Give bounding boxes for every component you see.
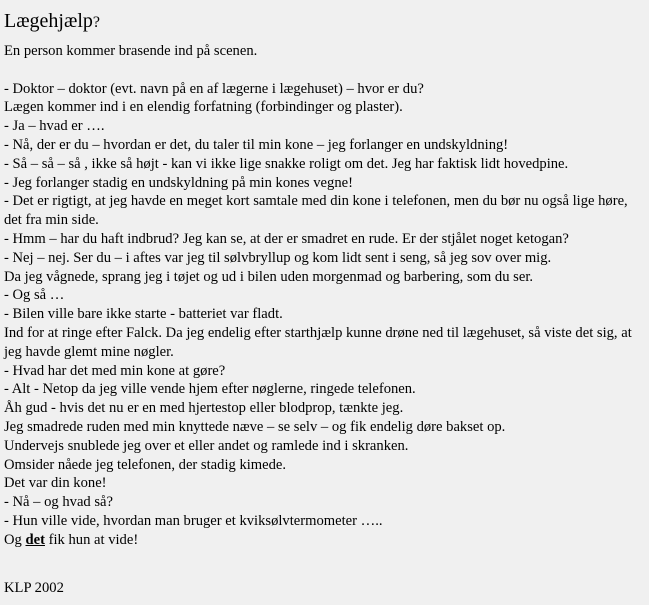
dialogue-line: Undervejs snublede jeg over et eller andet og ramlede ind i skranken. xyxy=(4,437,409,454)
final-line-start: Og xyxy=(4,531,26,548)
final-line xyxy=(4,531,644,550)
dialogue-line: Åh gud - hvis det nu er en med hjertestop eller blodprop, tænkte jeg. xyxy=(4,400,404,417)
dialogue-line: - Nej – nej. Ser du – i aftes var jeg til sølvbryllup og kom lidt sent i seng, så jeg sov over mig. xyxy=(4,249,552,266)
dialogue-line: Ind for at ringe efter Falck. Da jeg endelig efter starthjælp kunne drøne ned til lægehuset, så viste det sig, at jeg havde glemt mine nøgler. xyxy=(4,324,632,360)
dialogue-line: Omsider nåede jeg telefonen, der stadig kimede. xyxy=(4,456,287,473)
dialogue-line: - Hmm – har du haft indbrud? Jeg kan se, at der er smadret en rude. Er der stjålet noget ketogan? xyxy=(4,230,569,247)
dialogue-line: - Nå – og hvad så? xyxy=(4,494,114,511)
dialogue-line: - Ja – hvad er …. xyxy=(4,118,105,135)
document-title xyxy=(4,2,100,37)
dialogue-line: Jeg smadrede ruden med min knyttede næve – se selv – og fik endelig døre bakset op. xyxy=(4,418,506,435)
dialogue-line: Det var din kone! xyxy=(4,475,107,492)
dialogue-lines xyxy=(4,80,644,531)
title-question-mark: ? xyxy=(92,14,100,31)
dialogue-line: - Det er rigtigt, at jeg havde en meget kort samtale med din kone i telefonen, men du bør nu også lige høre, det fra min side. xyxy=(4,193,628,229)
dialogue-line: - Alt - Netop da jeg ville vende hjem efter nøglerne, ringede telefonen. xyxy=(4,381,416,398)
dialogue-line: - Doktor – doktor (evt. navn på en af lægerne i lægehuset) – hvor er du? xyxy=(4,80,424,97)
dialogue-line: - Så – så – så , ikke så højt - kan vi ikke lige snakke roligt om det. Jeg har faktisk lidt hovedpine. xyxy=(4,155,569,172)
dialogue-line: - Bilen ville bare ikke starte - batteriet var fladt. xyxy=(4,306,283,323)
dialogue-line: - Og så … xyxy=(4,287,65,304)
final-line-emphasis: det xyxy=(25,531,45,548)
dialogue-line: - Hun ville vide, hvordan man bruger et kviksølvtermometer ….. xyxy=(4,512,383,529)
paragraph-gap xyxy=(4,61,644,80)
intro-line: En person kommer brasende ind på scenen. xyxy=(4,43,258,59)
dialogue-line: Da jeg vågnede, sprang jeg i tøjet og ud i bilen uden morgenmad og barbering, som du ser. xyxy=(4,268,534,285)
dialogue-line: - Hvad har det med min kone at gøre? xyxy=(4,362,226,379)
title-text: Lægehjælp xyxy=(4,10,93,32)
dialogue-line: - Jeg forlanger stadig en undskyldning på min kones vegne! xyxy=(4,174,353,191)
dialogue-line: Lægen kommer ind i en elendig forfatning (forbindinger og plaster). xyxy=(4,99,403,116)
footer-signature: KLP 2002 xyxy=(4,580,64,596)
final-line-end: fik hun at vide! xyxy=(44,531,139,548)
dialogue-line: - Nå, der er du – hvordan er det, du taler til min kone – jeg forlanger en undskyldning! xyxy=(4,136,509,153)
document-body xyxy=(4,42,644,550)
